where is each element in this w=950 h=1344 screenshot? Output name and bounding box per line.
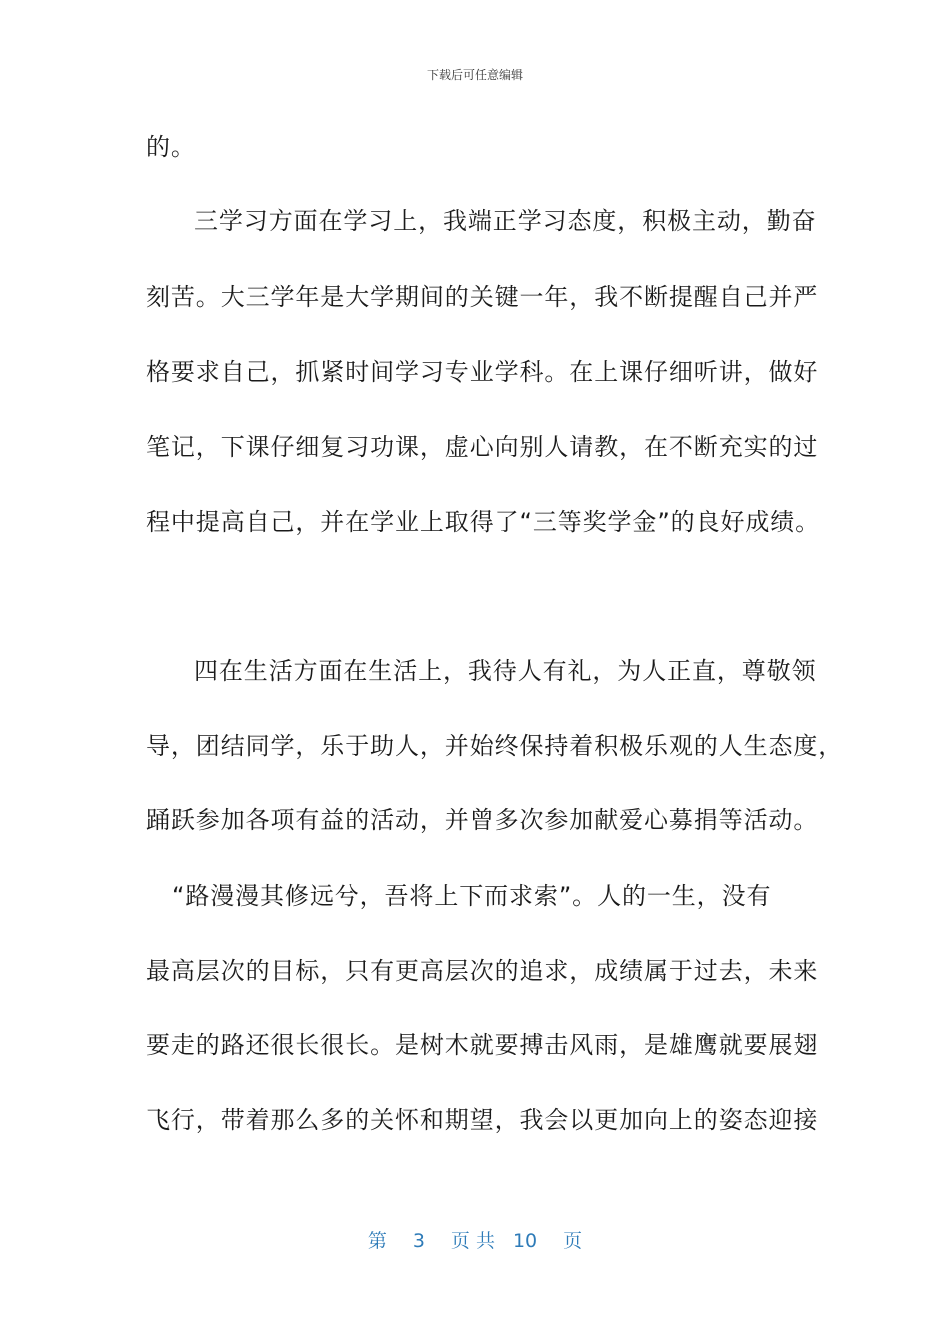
footer-ye: 页 [563, 1230, 583, 1252]
header-note: 下载后可任意编辑 [426, 68, 523, 82]
text-line: 要走的路还很长很长。是树木就要搏击风雨，是雄鹰就要展翅 [146, 1031, 819, 1059]
footer-page-number: 3 [412, 1230, 425, 1252]
text-line: 飞行，带着那么多的关怀和期望，我会以更加向上的姿态迎接 [146, 1106, 819, 1134]
text-line: 刻苦。大三学年是大学期间的关键一年，我不断提醒自己并严 [146, 283, 819, 311]
text-line: 笔记，下课仔细复习功课，虚心向别人请教，在不断充实的过 [146, 433, 819, 461]
text-line: 程中提高自己，并在学业上取得了“三等奖学金”的良好成绩。 [146, 508, 821, 536]
footer-total-pages: 10 [512, 1230, 538, 1252]
text-line: 最高层次的目标，只有更高层次的追求，成绩属于过去，未来 [146, 957, 819, 985]
text-line: 四在生活方面在生活上，我待人有礼，为人正直，尊敬领 [194, 657, 817, 685]
text-line: 格要求自己，抓紧时间学习专业学科。在上课仔细听讲，做好 [146, 358, 819, 386]
text-line: 的。 [146, 133, 196, 161]
text-line: 导，团结同学，乐于助人，并始终保持着积极乐观的人生态度， [146, 732, 844, 760]
text-line: “路漫漫其修远兮，吾将上下而求索”。人的一生，没有 [172, 882, 772, 910]
footer-di: 第 [367, 1230, 387, 1252]
page-footer [0, 1226, 950, 1253]
footer-ye-gong: 页 共 [450, 1230, 495, 1252]
text-line: 三学习方面在学习上，我端正学习态度，积极主动，勤奋 [194, 207, 817, 235]
text-line: 踊跃参加各项有益的活动，并曾多次参加献爱心募捐等活动。 [146, 806, 819, 834]
